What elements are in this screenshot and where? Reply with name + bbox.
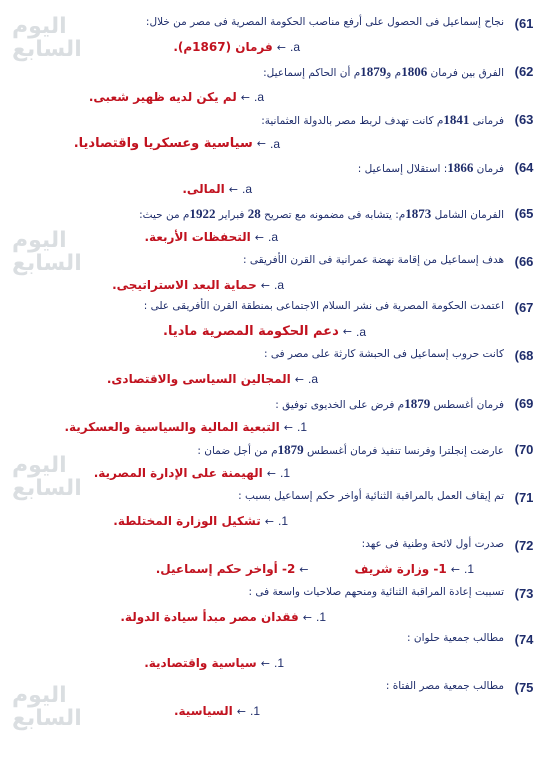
question-number: 75)	[514, 680, 534, 695]
watermark-line1: اليوم	[12, 453, 67, 478]
arrow-left-icon: ←	[240, 90, 250, 104]
question-text: مطالب جمعية حلوان :	[407, 632, 504, 644]
arrow-left-icon: ←	[260, 278, 270, 292]
answer-text: سياسية واقتصادية.	[144, 656, 257, 670]
answer-text: 1- وزارة شريف	[354, 562, 447, 576]
answer-text: المجالين السياسى والاقتصادى.	[106, 372, 291, 386]
answer-row	[0, 276, 550, 298]
question-text: نجاح إسماعيل فى الحصول على أرفع مناصب الحكومة المصرية فى مصر من خلال:	[145, 16, 504, 28]
arrow-left-icon: ←	[283, 420, 293, 434]
answer-row	[0, 560, 550, 582]
question-number: 72)	[514, 538, 534, 553]
question-row	[0, 62, 550, 84]
answer-row	[0, 228, 550, 253]
question-number: 64)	[514, 160, 534, 175]
answer	[144, 656, 284, 670]
question-row	[0, 204, 550, 226]
answer-marker: 1.	[249, 704, 260, 718]
question-text: فرمان 1866: استقلال إسماعيل :	[357, 160, 504, 175]
answer-row	[0, 702, 550, 724]
answer-marker: 1.	[315, 610, 326, 624]
answer-marker: 1.	[296, 420, 307, 434]
question-row	[0, 110, 550, 132]
question-text: تسببت إعادة المراقبة الثنائية ومنحهم صلاحيات واسعة فى :	[248, 586, 504, 598]
answer	[64, 420, 307, 434]
arrow-left-icon: ←	[302, 610, 312, 624]
watermark-line1: اليوم	[12, 228, 67, 253]
answer	[144, 230, 278, 244]
answer-row	[0, 322, 550, 344]
answer-marker: 1.	[273, 656, 284, 670]
answer-row	[0, 88, 550, 110]
question-number: 61)	[514, 16, 534, 31]
answer	[173, 40, 300, 54]
question-number: 69)	[514, 396, 534, 411]
question-text: هدف إسماعيل من إقامة نهضة عمرانية فى القرن الأفريقى :	[243, 254, 504, 266]
answer-marker: 1.	[277, 514, 288, 528]
answer-marker: a.	[289, 40, 300, 54]
question-text: فرمان أغسطس 1879م فرض على الخديوى توفيق :	[275, 396, 504, 411]
answer-marker: 1.	[279, 466, 290, 480]
watermark-line2: السابع	[12, 251, 82, 276]
question-row	[0, 14, 550, 39]
arrow-left-icon: ←	[228, 182, 238, 196]
answer-marker: a.	[241, 182, 252, 196]
answer-text: حماية البعد الاستراتيجى.	[112, 278, 257, 292]
answer-text: دعم الحكومة المصرية ماديا.	[163, 324, 339, 339]
question-row	[0, 584, 550, 606]
answer-marker: a.	[355, 324, 366, 339]
answer-text: الهيمنة على الإدارة المصرية.	[93, 466, 263, 480]
arrow-left-icon: ←	[254, 230, 264, 244]
question-row	[0, 536, 550, 558]
answer	[156, 562, 474, 576]
question-text: اعتمدت الحكومة المصرية فى نشر السلام الاجتماعى بمنطقة القرن الأفريقى على :	[143, 300, 504, 312]
answer-marker: a.	[307, 372, 318, 386]
question-row	[0, 394, 550, 416]
question-row	[0, 158, 550, 180]
answer-text: فرمان (1867م).	[173, 40, 273, 54]
watermark-line1: اليوم	[12, 683, 67, 708]
arrow-left-icon: ←	[260, 656, 270, 670]
answer	[94, 466, 290, 480]
question-text: تم إيقاف العمل بالمراقبة الثنائية أواخر حكم إسماعيل بسبب :	[238, 490, 504, 502]
question-row	[0, 630, 550, 652]
arrow-left-icon: ←	[264, 514, 274, 528]
answer	[113, 514, 288, 528]
answer-row	[0, 38, 550, 60]
question-number: 70)	[514, 442, 534, 457]
answer-marker: 1.	[463, 562, 474, 576]
watermark-line2: السابع	[12, 37, 82, 62]
answer-text: لم يكن لديه ظهير شعبى.	[88, 90, 237, 104]
arrow-left-icon: ←	[294, 372, 304, 386]
answer-row	[0, 418, 550, 440]
question-number: 73)	[514, 586, 534, 601]
question-row	[0, 440, 550, 462]
question-text: فرمانى 1841م كانت تهدف لربط مصر بالدولة العثمانية:	[261, 112, 504, 127]
answer	[107, 372, 318, 386]
answer-row	[0, 180, 550, 202]
answer-text: التبعية المالية والسياسية والعسكرية.	[64, 420, 280, 434]
answer-row	[0, 464, 550, 486]
answer-text: المالى.	[182, 182, 225, 196]
answer	[89, 90, 264, 104]
answer-text: سياسية وعسكريا واقتصاديا.	[73, 136, 253, 151]
question-number: 62)	[514, 64, 534, 79]
answer-row	[0, 134, 550, 156]
watermark-line2: السابع	[12, 706, 82, 731]
question-row	[0, 298, 550, 320]
arrow-left-icon: ←	[236, 704, 246, 718]
answer	[120, 610, 326, 624]
answer	[74, 136, 280, 151]
watermark-line1: اليوم	[12, 14, 67, 39]
answer-marker: a.	[267, 230, 278, 244]
question-number: 63)	[514, 112, 534, 127]
arrow-left-icon: ←	[266, 466, 276, 480]
arrow-left-icon: ←	[256, 137, 266, 150]
question-row	[0, 488, 550, 510]
answer-text: السياسية.	[173, 704, 233, 718]
question-number: 66)	[514, 254, 534, 269]
answer-text: تشكيل الوزارة المختلطة.	[113, 514, 261, 528]
question-number: 67)	[514, 300, 534, 315]
answer	[174, 704, 260, 718]
arrow-left-icon: ←	[299, 562, 309, 576]
answer-marker: a.	[253, 90, 264, 104]
answer-text: التحفظات الأربعة.	[144, 230, 251, 244]
answer-text: فقدان مصر مبدأ سيادة الدولة.	[120, 610, 299, 624]
watermark-line2: السابع	[12, 476, 82, 501]
answer-row	[0, 370, 550, 392]
arrow-left-icon: ←	[342, 325, 352, 338]
question-number: 71)	[514, 490, 534, 505]
question-number: 65)	[514, 206, 534, 221]
answer	[112, 278, 284, 292]
question-row	[0, 678, 550, 700]
arrow-left-icon: ←	[450, 562, 460, 576]
arrow-left-icon: ←	[276, 40, 286, 54]
question-number: 68)	[514, 348, 534, 363]
answer-marker: a.	[269, 136, 280, 151]
answer	[182, 182, 252, 196]
answer-row	[0, 654, 550, 676]
answer-marker: a.	[273, 278, 284, 292]
question-text: صدرت أول لائحة وطنية فى عهد:	[361, 538, 504, 550]
question-text: عارضت إنجلترا وفرنسا تنفيذ فرمان أغسطس 1879م من أجل ضمان :	[197, 442, 504, 457]
answer-row	[0, 512, 550, 534]
question-text: الفرق بين فرمان 1806م و1879م أن الحاكم إسماعيل:	[263, 64, 504, 79]
answer-row	[0, 608, 550, 630]
question-row	[0, 346, 550, 368]
question-row	[0, 252, 550, 274]
answer	[163, 324, 366, 339]
question-text: الفرمان الشامل 1873م: يتشابه فى مضمونه مع تصريح 28 فبراير 1922م من حيث:	[139, 206, 504, 221]
question-text: كانت حروب إسماعيل فى الحبشة كارثة على مصر فى :	[263, 348, 504, 360]
question-number: 74)	[514, 632, 534, 647]
question-text: مطالب جمعية مصر الفتاة :	[385, 680, 504, 692]
answer-text: 2- أواخر حكم إسماعيل.	[155, 562, 296, 576]
